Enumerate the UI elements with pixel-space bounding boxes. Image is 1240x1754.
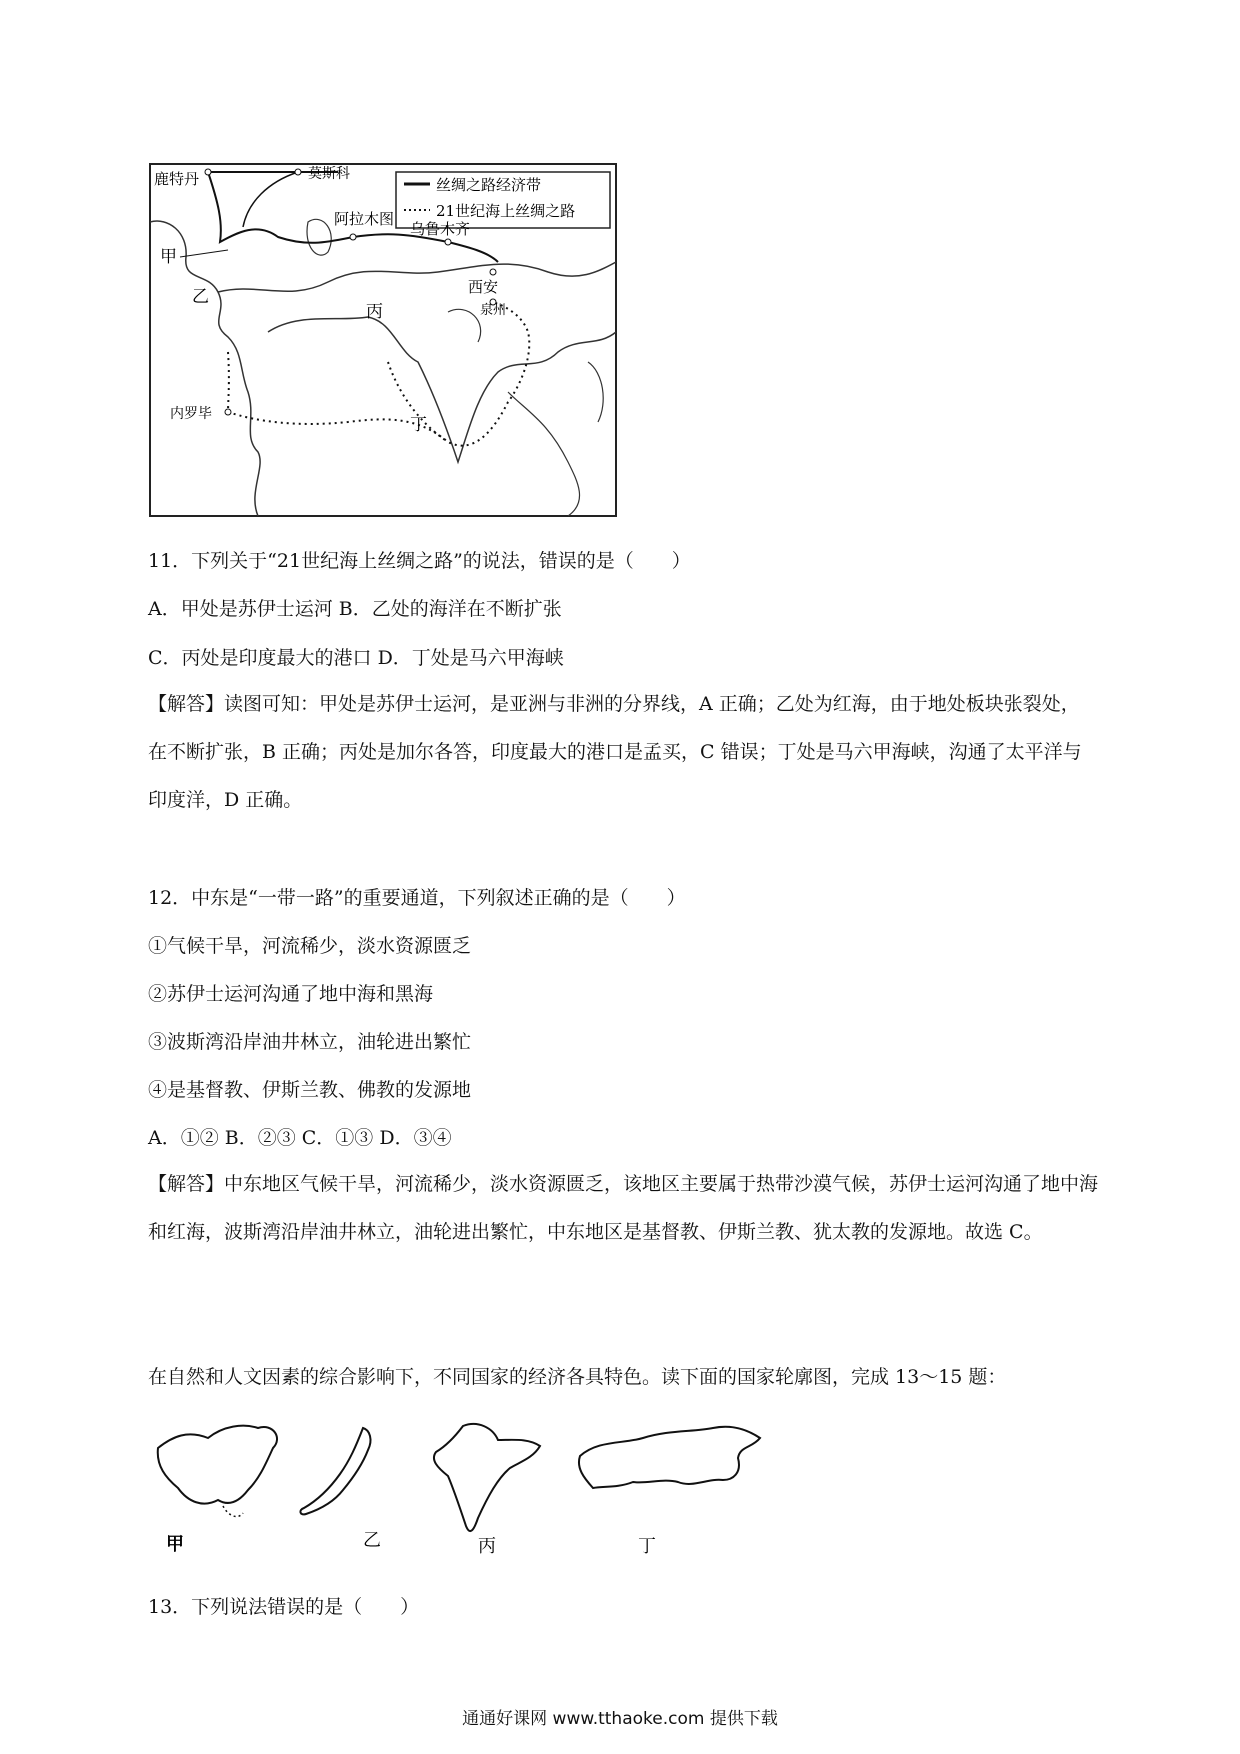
q12-options: A．①② B．②③ C．①③ D．③④: [148, 1127, 452, 1149]
outline-label-yi: 乙: [363, 1530, 381, 1551]
place-almaty: 阿拉木图: [334, 210, 395, 228]
q12-answer: 【解答】中东地区气候干旱，河流稀少，淡水资源匮乏，该地区主要属于热带沙漠气候，苏伊士运河沟通了地中海和红海，波斯湾沿岸油井林立，油轮进出繁忙，中东地区是基督教、伊斯兰教、犹太教的发源地。故选 C。: [148, 1173, 1099, 1243]
q13-stem: 13．下列说法错误的是（ ）: [148, 1596, 420, 1618]
marker-jia: 甲: [160, 247, 177, 267]
place-moscow: 莫斯科: [308, 166, 350, 182]
outline-label-ding: 丁: [638, 1536, 656, 1557]
outline-label-jia: 甲: [166, 1534, 184, 1555]
marker-ding: 丁: [410, 415, 427, 435]
q11-options-line1: A．甲处是苏伊士运河 B．乙处的海洋在不断扩张: [148, 598, 562, 620]
legend-dotted-label: 21世纪海上丝绸之路: [436, 202, 576, 220]
q13-15-intro: 在自然和人文因素的综合影响下，不同国家的经济各具特色。读下面的国家轮廓图，完成 13～15 题：: [148, 1366, 1007, 1388]
country-outline-maps: [148, 1418, 788, 1558]
outline-label-bing: 丙: [478, 1536, 496, 1557]
legend-solid-label: 丝绸之路经济带: [436, 176, 542, 194]
place-xian: 西安: [468, 278, 499, 296]
q12-item-2: ②苏伊士运河沟通了地中海和黑海: [148, 983, 434, 1005]
page-footer: 通通好课网 www.tthaoke.com 提供下载: [462, 1709, 778, 1729]
q12-item-1: ①气候干旱，河流稀少，淡水资源匮乏: [148, 935, 472, 957]
silk-road-map: [148, 162, 618, 518]
marker-yi: 乙: [192, 287, 209, 307]
q12-item-3: ③波斯湾沿岸油井林立，油轮进出繁忙: [148, 1031, 472, 1053]
q12-item-4: ④是基督教、伊斯兰教、佛教的发源地: [148, 1079, 472, 1101]
marker-bing: 丙: [366, 302, 383, 322]
q11-stem: 11．下列关于“21世纪海上丝绸之路”的说法，错误的是（ ）: [148, 550, 691, 572]
q11-answer: 【解答】读图可知：甲处是苏伊士运河，是亚洲与非洲的分界线，A 正确；乙处为红海，由于地处板块张裂处，在不断扩张，B 正确；丙处是加尔各答，印度最大的港口是孟买，C 错误；丁处是马六甲海峡，沟通了太平洋与印度洋，D 正确。: [148, 693, 1082, 811]
q11-options-line2: C．丙处是印度最大的港口 D．丁处是马六甲海峡: [148, 647, 564, 669]
place-quanzhou: 泉州: [480, 303, 507, 318]
place-rotterdam: 鹿特丹: [154, 170, 200, 188]
q12-stem: 12．中东是“一带一路”的重要通道，下列叙述正确的是（ ）: [148, 887, 686, 909]
place-nairobi: 内罗毕: [170, 406, 212, 422]
place-urumqi: 乌鲁木齐: [410, 220, 471, 238]
